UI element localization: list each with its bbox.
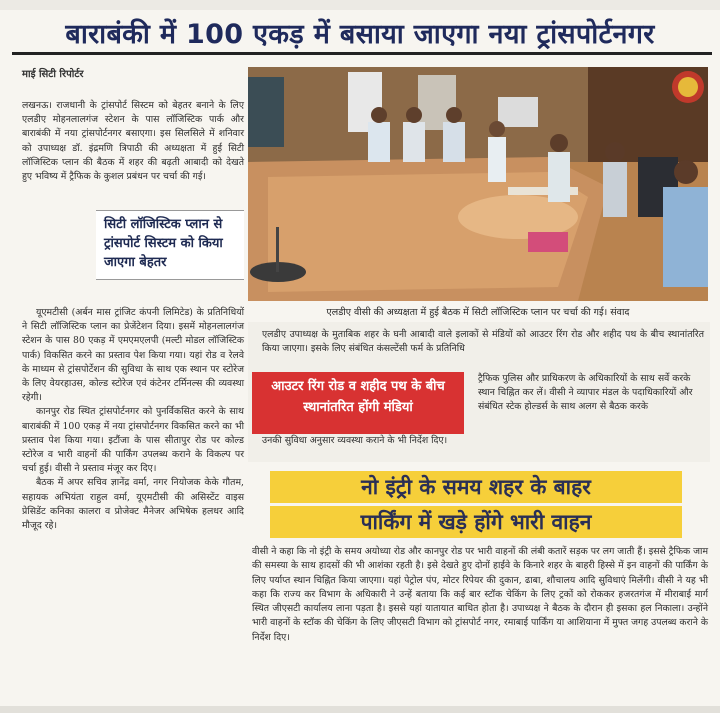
article-column-1-bottom <box>22 306 244 701</box>
paragraph-umtc: यूएमटीसी (अर्बन मास ट्रांजिट कंपनी लिमिटेड) के प्रतिनिधियों ने सिटी लॉजिस्टिक प्लान का प्रेजेंटेशन दिया। इसमें मोहनलालगंज स्टेशन के पास 80 एकड़ में एमएमएलपी (मल्टी मोडल लॉजिस्टिक पार्क) विकसित करने का प्रस्ताव पेश किया गया। यहां रोड व रेलवे के माध्यम से ट्रांसपोर्टेशन की सुविधा के साथ एक स्थान पर स्टोरेज के लिए वेयरहाउस, कोल्ड स्टोरेज एवं कंटेनर टर्मिनल्स की व्यवस्था रहेगी। <box>22 307 244 404</box>
side-story-text-top: एलडीए उपाध्यक्ष के मुताबिक शहर के घनी आबादी वाले इलाकों से मंडियों को आउटर रिंग रोड और शहीद पथ के बीच स्थानांतरित किया जाएगा। इसके लिए संबंधित कंसल्टेंसी फर्म के प्रतिनिधि <box>262 329 704 354</box>
side-story-text-end: उनकी सुविधा अनुसार व्यवस्था कराने के भी निर्देश दिए। <box>262 435 448 446</box>
meeting-photo <box>248 67 708 301</box>
meeting-photo-illustration <box>248 67 708 301</box>
paragraph-transportnagar: कानपुर रोड स्थित ट्रांसपोर्टनगर को पुनर्विकसित करने के साथ बाराबंकी में 100 एकड़ में नया ट्रांसपोर्टनगर विकसित करने का भी प्रस्ताव पेश किया गया। इटौंजा के पास सीतापुर रोड पर कोल्ड स्टोरेज व भारी वाहनों की पार्किंग उपलब्ध कराने के विकल्प पर चर्चा हुई। वीसी ने प्रस्ताव मंजूर कर दिए। <box>22 406 244 475</box>
second-headline-line-1: नो इंट्री के समय शहर के बाहर <box>270 471 682 503</box>
second-story-text: वीसी ने कहा कि नो इंट्री के समय अयोध्या रोड और कानपुर रोड पर भारी वाहनों की लंबी कतारें सड़क पर लग जाती हैं। इससे ट्रैफिक जाम की समस्या के साथ हादसों की भी आशंका रहती है। इसे देखते हुए दोनों हाईवे के किनारे शहर के बाहरी हिस्से में इन वाहनों की पार्किंग के लिए पर्याप्त स्थान चिह्नित किया जाएगा। यहां पेट्रोल पंप, मोटर रिपेयर की दुकान, ढाबा, शौचालय आदि सुविधाएं मिलेंगी। वीसी ने यह भी कहा कि राज्य कर विभाग के अधिकारी ने उन्हें बताया कि कई बार स्टॉक चेकिंग के लिए ट्रकों को रोककर हजरतगंज में मीराबाई मार्ग स्थित जीएसटी कार्यालय लाना पड़ता है। इससे यहां यातायात बाधित होता है। उपाध्यक्ष ने बैठक के दौरान ही इसका हल निकाला। उन्होंने भारी वाहनों के स्टॉक की चेकिंग के लिए जीएसटी विभाग को ट्रांसपोर्ट नगर, रमाबाई पार्किंग या आशियाना में मुफ्त जगह उपलब्ध कराने के निर्देश दिए। <box>252 546 709 643</box>
top-cut-edge <box>0 0 720 10</box>
headline-rule <box>12 52 712 55</box>
second-headline-line-2: पार्किंग में खड़े होंगे भारी वाहन <box>270 506 682 538</box>
photo-caption: एलडीए वीसी की अध्यक्षता में हुई बैठक में सिटी लॉजिस्टिक प्लान पर चर्चा की गई। संवाद <box>326 307 630 318</box>
pull-quote: सिटी लॉजिस्टिक प्लान से ट्रांसपोर्ट सिस्टम को किया जाएगा बेहतर <box>104 217 223 270</box>
main-headline: बाराबंकी में 100 एकड़ में बसाया जाएगा नया ट्रांसपोर्टनगर <box>65 19 655 50</box>
bottom-edge <box>0 706 720 713</box>
byline: माई सिटी रिपोर्टर <box>22 69 84 80</box>
side-story-subhead: आउटर रिंग रोड व शहीद पथ के बीच स्थानांतरित होंगी मंडियां <box>252 372 464 434</box>
paragraph-attendees: बैठक में अपर सचिव ज्ञानेंद्र वर्मा, नगर नियोजक केके गौतम, सहायक अभियंता राहुल वर्मा, यूएमटीसी की असिस्टेंट वाइस प्रेसिडेंट कनिका कालरा व प्रोजेक्ट मैनेजर अभिषेक हलधर आदि मौजूद रहे। <box>22 477 244 532</box>
lead-paragraph: लखनऊ। राजधानी के ट्रांसपोर्ट सिस्टम को बेहतर बनाने के लिए एलडीए मोहनलालगंज स्टेशन के पास लॉजिस्टिक पार्क और बाराबंकी में नया ट्रांसपोर्टनगर बसाएगा। इस सिलसिले में शनिवार को उपाध्यक्ष डॉ. इंद्रमणि त्रिपाठी की अध्यक्षता में हुई सिटी लॉजिस्टिक प्लान की बैठक में शहर की बढ़ती आबादी को देखते हुए भविष्य में ट्रैफिक के कुशल प्रबंधन पर चर्चा की गई। <box>22 100 244 183</box>
side-story-text-right: ट्रैफिक पुलिस और प्राधिकरण के अधिकारियों के साथ सर्वे करके स्थान चिह्नित कर लें। वीसी ने व्यापार मंडल के पदाधिकारियों और संबंधित स्टेक होल्डर्स के साथ अलग से बैठक करके <box>478 373 693 412</box>
pull-quote-box <box>96 210 244 280</box>
